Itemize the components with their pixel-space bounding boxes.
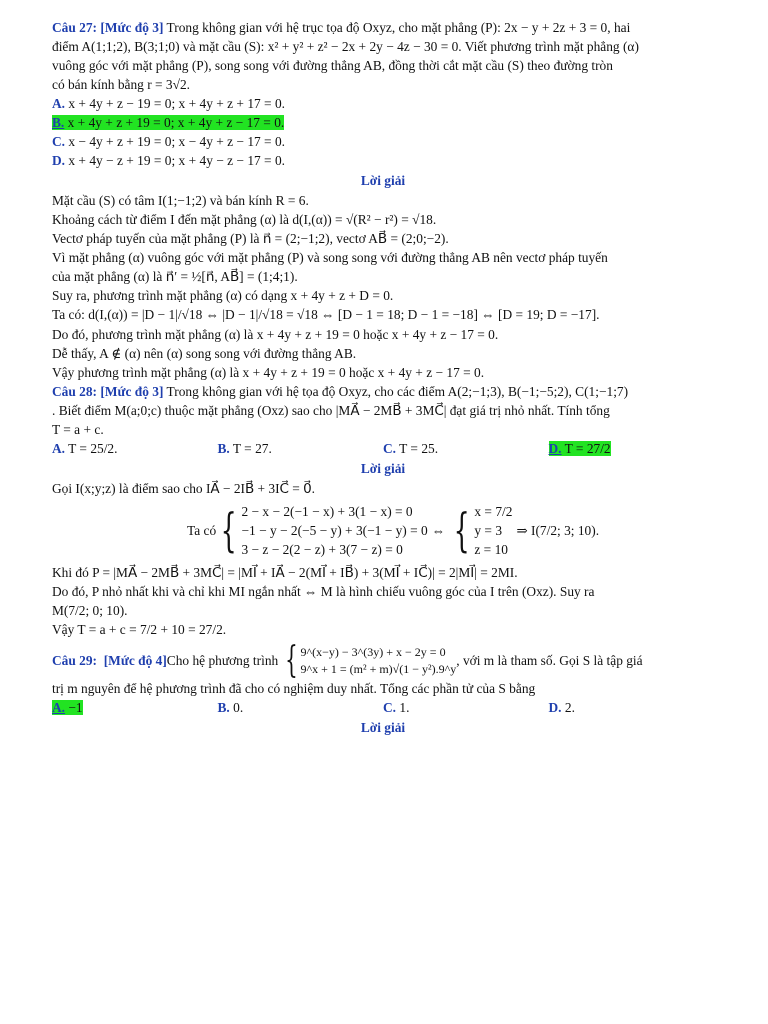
option-d [549, 439, 715, 458]
system-equation: 3 − z − 2(2 − z) + 3(7 − z) = 0 [241, 541, 403, 557]
difficulty-level: [Mức độ 4] [103, 653, 167, 669]
correct-answer-highlight: x + 4y + z + 19 = 0; x + 4y + z − 17 = 0. [64, 115, 285, 131]
system-conclusion: ⇒ I(7/2; 3; 10). [516, 522, 600, 538]
question-28 [52, 382, 714, 639]
solution-line: Khoảng cách từ điểm I đến mặt phẳng (α) là d(I,(α)) = √(R² − r²) = √18. [52, 212, 437, 228]
option-b: B. T = 27. [217, 440, 272, 456]
option-c: C. T = 25. [383, 440, 439, 456]
option-a [52, 698, 218, 717]
option-d: D. x + 4y − z + 19 = 0; x + 4y − z − 17 = 0. [52, 153, 286, 169]
system-result: x = 7/2 [474, 503, 513, 519]
question-text: vuông góc với mặt phẳng (P), song song với đường thẳng AB, đồng thời cắt mặt cầu (S) theo đường tròn [52, 58, 613, 74]
correct-answer-label: B. [52, 115, 65, 131]
correct-answer-highlight: −1 [65, 700, 83, 716]
question-text: Trong không gian với hệ tọa độ Oxyz, cho các điểm A(2;−1;3), B(−1;−5;2), C(1;−1;7) [163, 383, 629, 399]
question-29 [52, 640, 714, 737]
solution-heading: Lời giải [360, 460, 406, 476]
solution-heading: Lời giải [360, 720, 406, 736]
option-b [52, 113, 714, 132]
solution-heading: Lời giải [360, 173, 406, 189]
system-equation: −1 − y − 2(−5 − y) + 3(−1 − y) = 0 [241, 522, 428, 538]
correct-answer-label: A. [52, 700, 66, 716]
solution-line: Vectơ pháp tuyến của mặt phẳng (P) là n⃗ = (2;−1;2), vectơ AB⃗ = (2;0;−2). [52, 231, 449, 247]
option-a: A. x + 4y + z − 19 = 0; x + 4y + z + 17 = 0. [52, 96, 286, 112]
solution-line: Mặt cầu (S) có tâm I(1;−1;2) và bán kính R = 6. [52, 193, 309, 209]
solution-line: Vậy T = a + c = 7/2 + 10 = 27/2. [52, 621, 227, 637]
question-27 [52, 18, 714, 382]
solution-line: Ta có: d(I,(α)) = |D − 1|/√18 ⇔ |D − 1|/√18 = √18 ⇔ [D − 1 = 18; D − 1 = −18] ⇔ [D = 19; D = −17]. [52, 307, 600, 323]
question-number: Câu 27: [52, 20, 98, 35]
solution-line: M(7/2; 0; 10). [52, 602, 128, 618]
solution-line: Vậy phương trình mặt phẳng (α) là x + 4y + z + 19 = 0 hoặc x + 4y + z − 17 = 0. [52, 364, 485, 380]
brace-icon: { [220, 503, 237, 558]
solution-line: Suy ra, phương trình mặt phẳng (α) có dạng x + 4y + z + D = 0. [52, 288, 394, 304]
solution-line: Gọi I(x;y;z) là điểm sao cho IA⃗ − 2IB⃗ + 3IC⃗ = 0⃗. [52, 480, 316, 496]
system-equation: 9^(x−y) − 3^(3y) + x − 2y = 0 [300, 644, 446, 659]
difficulty-level: [Mức độ 3] [100, 383, 164, 399]
brace-icon: { [284, 640, 298, 681]
system-result: y = 3 [474, 522, 503, 538]
solution-line: Dễ thấy, A ∉ (α) nên (α) song song với đường thẳng AB. [52, 345, 357, 361]
options-row [52, 698, 714, 717]
equation-system [52, 502, 714, 559]
solution-line: của mặt phẳng (α) là n⃗′ = ½[n⃗, AB⃗] = (1;4;1). [52, 269, 298, 285]
difficulty-level: [Mức độ 3] [100, 20, 164, 35]
system-result: z = 10 [474, 541, 508, 557]
question-number: Câu 28: [52, 383, 98, 399]
options-row [52, 439, 714, 458]
question-text: Cho hệ phương trình [166, 653, 279, 669]
system-equation: 2 − x − 2(−1 − x) + 3(1 − x) = 0 [241, 503, 413, 519]
correct-answer-highlight: T = 27/2 [561, 440, 611, 456]
question-text: có bán kính bằng r = 3√2. [52, 77, 190, 93]
question-text: điểm A(1;1;2), B(3;1;0) và mặt cầu (S): x² + y² + z² − 2x + 2y − 4z − 30 = 0. Viết phương trình mặt phẳng (α) [52, 39, 639, 55]
solution-line: Khi đó P = |MA⃗ − 2MB⃗ + 3MC⃗| = |MI⃗ + IA⃗ − 2(MI⃗ + IB⃗) + 3(MI⃗ + IC⃗)| = 2|MI⃗| = 2MI. [52, 564, 518, 580]
question-text: . Biết điểm M(a;0;c) thuộc mặt phẳng (Oxz) sao cho |MA⃗ − 2MB⃗ + 3MC⃗| đạt giá trị nhỏ nhất. Tính tổng [52, 402, 610, 418]
correct-answer-label: D. [548, 440, 562, 456]
option-b: B. 0. [217, 700, 244, 716]
question-text: , với m là tham số. Gọi S là tập giá [456, 653, 643, 669]
solution-line: Vì mặt phẳng (α) vuông góc với mặt phẳng (P) và song song với đường thẳng AB nên vectơ pháp tuyến [52, 250, 608, 266]
solution-line: Do đó, phương trình mặt phẳng (α) là x + 4y + z + 19 = 0 hoặc x + 4y + z − 17 = 0. [52, 326, 499, 342]
option-a: A. T = 25/2. [52, 440, 118, 456]
solution-line: Do đó, P nhỏ nhất khi và chỉ khi MI ngắn nhất ⇔ M là hình chiếu vuông góc của I trên (Oxz). Suy ra [52, 583, 595, 599]
option-c: C. x − 4y + z + 19 = 0; x − 4y + z − 17 = 0. [52, 134, 286, 150]
system-prefix: Ta có [187, 522, 217, 538]
option-d: D. 2. [548, 700, 575, 716]
brace-icon: { [453, 503, 470, 558]
option-c: C. 1. [383, 700, 410, 716]
question-number: Câu 29: [52, 653, 98, 669]
question-text: T = a + c. [52, 421, 104, 437]
question-text: Trong không gian với hệ trục tọa độ Oxyz, cho mặt phẳng (P): 2x − y + 2z + 3 = 0, hai [163, 20, 631, 35]
question-text: trị m nguyên để hệ phương trình đã cho có nghiệm duy nhất. Tổng các phần tử của S bằng [52, 681, 536, 696]
system-equation: 9^x + 1 = (m² + m)√(1 − y²).9^y [300, 662, 457, 676]
iff-symbol: ⇔ [431, 522, 446, 538]
